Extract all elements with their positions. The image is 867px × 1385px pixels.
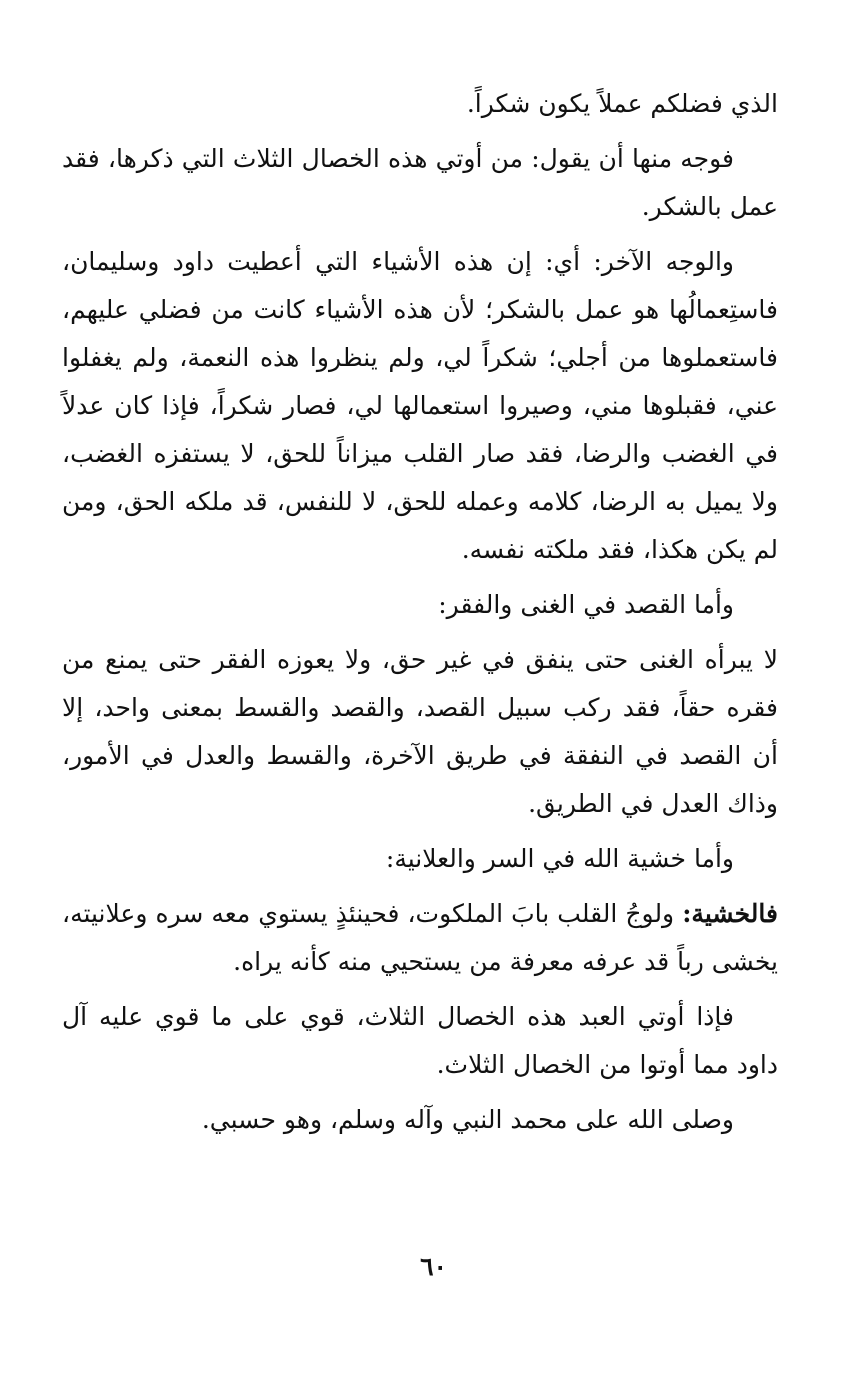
page-body [62,80,778,1151]
paragraph-5: لا يبرأه الغنى حتى ينفق في غير حق، ولا يعوزه الفقر حتى يمنع من فقره حقاً، فقد ركب سبيل القصد، والقصد والقسط بمعنى واحد، إلا أن القصد في النفقة في طريق الآخرة، والقسط والعدل في الأمور، وذاك العدل في الطريق. [62,645,778,818]
paragraph-4-heading: وأما القصد في الغنى والفقر: [438,590,734,619]
page-number: ٦٠ [420,1252,447,1281]
khashya-lead: فالخشية: [682,899,778,928]
paragraph-closing-2: وصلى الله على محمد النبي وآله وسلم، وهو حسبي. [201,1105,734,1134]
paragraph-closing-1: فإذا أوتي العبد هذه الخصال الثلاث، قوي على ما قوي عليه آل داود مما أوتوا من الخصال الثلاث. [62,1002,778,1079]
paragraph-2: فوجه منها أن يقول: من أوتي هذه الخصال الثلاث التي ذكرها، فقد عمل بالشكر. [62,144,778,221]
khashya-text: ولوجُ القلب بابَ الملكوت، فحينئذٍ يستوي معه سره وعلانيته، يخشى رباً قد عرفه معرفة من يستحيي منه كأنه يراه. [62,899,778,976]
paragraph-1: الذي فضلكم عملاً يكون شكراً. [466,89,778,118]
paragraph-khashya [62,890,778,986]
paragraph-6-heading: وأما خشية الله في السر والعلانية: [385,844,734,873]
paragraph-3: والوجه الآخر: أي: إن هذه الأشياء التي أعطيت داود وسليمان، فاستِعمالُها هو عمل بالشكر؛ لأن هذه الأشياء كانت من فضلي عليهم، فاستعملوها من أجلي؛ شكراً لي، ولم ينظروا هذه النعمة، ولم يغفلوا عني، فقبلوها مني، وصيروا استعمالها لي، فصار شكراً، فإذا كان عدلاً في الغضب والرضا، فقد صار القلب ميزاناً للحق، لا يستفزه الغضب، ولا يميل به الرضا، كلامه وعمله للحق، لا للنفس، قد ملكه الحق، ومن لم يكن هكذا، فقد ملكته نفسه. [62,247,778,564]
